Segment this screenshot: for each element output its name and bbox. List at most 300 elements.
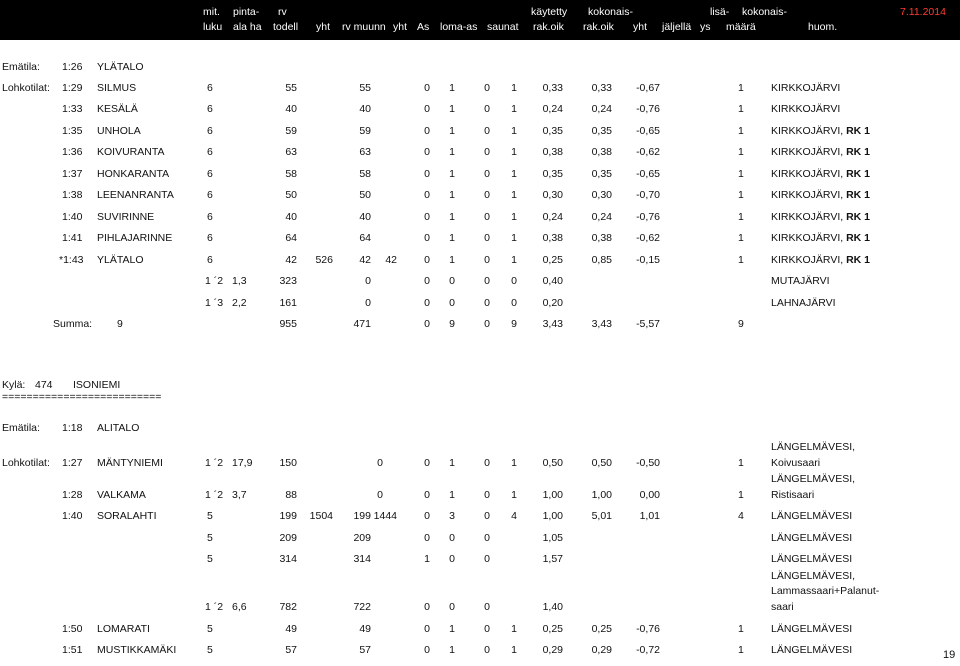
cell-text: 0,24	[591, 103, 612, 115]
cell-text: 0	[424, 254, 430, 266]
cell-text: 1	[449, 211, 455, 223]
cell-text: 1 ´2	[205, 275, 224, 287]
header-label-row2: luku	[203, 21, 223, 33]
table-cell	[738, 125, 744, 137]
table-cell	[424, 644, 430, 656]
table-cell	[484, 553, 490, 565]
cell-text: 0	[484, 189, 490, 201]
table-cell	[62, 623, 82, 635]
table-cell	[543, 532, 563, 544]
table-cell	[771, 585, 879, 597]
cell-text: 0,38	[591, 146, 612, 158]
cell-bold-text: RK 1	[846, 125, 871, 137]
table-cell	[771, 146, 870, 158]
table-cell	[636, 457, 660, 469]
cell-text: 314	[279, 553, 297, 565]
header-label-row2: ala ha	[233, 21, 262, 33]
table-cell	[449, 125, 455, 137]
table-cell	[232, 275, 247, 287]
table-cell	[35, 379, 53, 391]
table-cell	[359, 254, 371, 266]
header-label-row2: ys	[700, 21, 711, 33]
table-cell	[377, 457, 383, 469]
table-cell	[543, 457, 563, 469]
cell-text: 474	[35, 379, 53, 391]
table-cell	[449, 644, 455, 656]
table-cell	[636, 254, 660, 266]
cell-text: 0	[484, 601, 490, 613]
table-cell	[484, 275, 490, 287]
cell-text: 40	[285, 103, 297, 115]
cell-text: 0,24	[591, 211, 612, 223]
table-cell	[285, 103, 297, 115]
cell-text: 1 ´3	[205, 297, 224, 309]
cell-text: 3,7	[232, 489, 247, 501]
table-cell	[2, 82, 50, 94]
cell-text: 0,30	[591, 189, 612, 201]
table-cell	[484, 232, 490, 244]
table-cell	[511, 275, 517, 287]
table-cell	[771, 623, 852, 635]
table-cell	[771, 275, 830, 287]
table-cell	[62, 125, 82, 137]
cell-text: 1:40	[62, 510, 83, 522]
cell-text: 150	[279, 457, 297, 469]
table-cell	[359, 168, 371, 180]
table-cell	[636, 232, 660, 244]
cell-text: 0	[424, 457, 430, 469]
cell-text: 1,40	[542, 601, 563, 613]
table-cell	[365, 275, 371, 287]
cell-text: 1	[738, 189, 744, 201]
table-cell	[97, 254, 144, 266]
cell-bold-text: RK 1	[846, 211, 871, 223]
table-cell	[353, 318, 371, 330]
table-cell	[543, 297, 563, 309]
cell-text: 1	[511, 644, 517, 656]
table-cell	[511, 103, 517, 115]
cell-text: 1	[738, 146, 744, 158]
cell-text: 722	[353, 601, 371, 613]
cell-text: 1	[511, 189, 517, 201]
cell-text: 0	[424, 601, 430, 613]
cell-text: 0	[484, 510, 490, 522]
table-cell	[511, 82, 517, 94]
cell-text: 9	[511, 318, 517, 330]
cell-text: KOIVURANTA	[97, 146, 165, 158]
cell-text: 1	[449, 232, 455, 244]
cell-text: SUVIRINNE	[97, 211, 155, 223]
cell-text: 49	[359, 623, 371, 635]
table-cell	[484, 457, 490, 469]
cell-text: 1	[738, 103, 744, 115]
table-cell	[592, 232, 612, 244]
cell-text: 63	[359, 146, 371, 158]
table-cell	[279, 297, 297, 309]
cell-text: 6	[207, 254, 213, 266]
cell-text: 0	[424, 146, 430, 158]
cell-text: HONKARANTA	[97, 168, 170, 180]
table-cell	[62, 489, 82, 501]
table-cell	[449, 146, 455, 158]
header-label-row2: jäljellä	[662, 21, 692, 33]
header-label-row2: yht	[393, 21, 408, 33]
cell-text: 199	[353, 510, 371, 522]
table-cell	[543, 644, 563, 656]
cell-text: 1	[449, 82, 455, 94]
table-cell	[97, 644, 176, 656]
cell-text: SILMUS	[97, 82, 137, 94]
table-cell	[771, 644, 852, 656]
table-cell	[62, 232, 82, 244]
table-cell	[592, 623, 612, 635]
cell-text: 6	[207, 146, 213, 158]
table-cell	[484, 623, 490, 635]
table-cell	[62, 457, 82, 469]
table-cell	[359, 82, 371, 94]
cell-text: 0	[449, 601, 455, 613]
table-cell	[640, 510, 660, 522]
column-header-bar	[0, 0, 960, 40]
cell-text: 0,30	[542, 189, 563, 201]
table-cell	[738, 146, 744, 158]
cell-text: 0	[424, 125, 430, 137]
table-cell	[424, 103, 430, 115]
cell-text: 0	[424, 168, 430, 180]
table-cell	[511, 125, 517, 137]
cell-text: 0	[484, 232, 490, 244]
cell-text: 1:33	[62, 103, 83, 115]
table-cell	[62, 61, 82, 73]
table-cell	[511, 489, 517, 501]
table-cell	[771, 532, 852, 544]
table-cell	[484, 318, 490, 330]
cell-text: 955	[279, 318, 297, 330]
header-label-row2: rak.oik	[533, 21, 564, 33]
table-cell	[738, 168, 744, 180]
cell-text: ==========================	[2, 391, 162, 403]
table-cell	[279, 510, 297, 522]
header-label-row2: As	[417, 21, 430, 33]
cell-text: 6	[207, 168, 213, 180]
table-cell	[359, 644, 371, 656]
table-cell	[207, 146, 213, 158]
cell-text: 1 ´2	[205, 601, 224, 613]
cell-text: 57	[285, 644, 297, 656]
cell-text: 0,00	[639, 489, 660, 501]
table-cell	[285, 644, 297, 656]
table-cell	[353, 553, 371, 565]
cell-text: 1:27	[62, 457, 83, 469]
cell-text: 40	[285, 211, 297, 223]
table-cell	[511, 146, 517, 158]
cell-text: KIRKKOJÄRVI	[771, 82, 841, 94]
table-cell	[207, 232, 213, 244]
table-cell	[543, 254, 563, 266]
cell-text: LÄNGELMÄVESI	[771, 644, 853, 656]
cell-text: 0	[424, 532, 430, 544]
cell-text: 1,00	[542, 489, 563, 501]
cell-text: 1,01	[639, 510, 660, 522]
table-cell	[424, 457, 430, 469]
table-cell	[771, 82, 840, 94]
cell-text: LÄNGELMÄVESI,	[771, 570, 856, 582]
table-cell	[738, 82, 744, 94]
table-cell	[353, 601, 371, 613]
cell-text: saari	[771, 601, 794, 613]
table-cell	[97, 189, 174, 201]
table-cell	[2, 391, 161, 403]
table-cell	[592, 82, 612, 94]
table-cell	[97, 457, 163, 469]
table-cell	[449, 275, 455, 287]
table-cell	[385, 254, 397, 266]
cell-bold-text: RK 1	[846, 254, 871, 266]
table-cell	[484, 297, 490, 309]
cell-text: MÄNTYNIEMI	[97, 457, 163, 469]
table-cell	[449, 168, 455, 180]
table-cell	[207, 553, 213, 565]
cell-text: 1:41	[62, 232, 83, 244]
cell-text: 1	[738, 254, 744, 266]
table-cell	[636, 644, 660, 656]
table-cell	[636, 318, 660, 330]
page-number: 19	[943, 649, 956, 661]
cell-text: 17,9	[232, 457, 253, 469]
table-cell	[353, 532, 371, 544]
cell-text: 0	[424, 623, 430, 635]
cell-text: LAHNAJÄRVI	[771, 297, 836, 309]
cell-text: 50	[359, 189, 371, 201]
table-cell	[449, 510, 455, 522]
cell-text: 1	[449, 189, 455, 201]
table-cell	[592, 318, 612, 330]
cell-text: 0,50	[591, 457, 612, 469]
cell-text: 1:50	[62, 623, 83, 635]
table-cell	[543, 318, 563, 330]
table-cell	[232, 297, 247, 309]
table-cell	[592, 146, 612, 158]
header-label-row2: yht	[316, 21, 331, 33]
table-cell	[424, 125, 430, 137]
cell-text: 1:40	[62, 211, 83, 223]
cell-text: 5	[207, 623, 213, 635]
cell-text: 9	[117, 318, 123, 330]
cell-text: 0,20	[542, 297, 563, 309]
cell-text: 4	[511, 510, 517, 522]
cell-text: 0	[365, 297, 371, 309]
header-label-row2: saunat	[487, 21, 519, 33]
table-cell	[543, 82, 563, 94]
cell-text: Kylä:	[2, 379, 26, 391]
cell-text: 0	[484, 457, 490, 469]
table-cell	[592, 254, 612, 266]
table-cell	[543, 623, 563, 635]
cell-text: 323	[279, 275, 297, 287]
cell-text: 0,29	[542, 644, 563, 656]
cell-text: 6	[207, 232, 213, 244]
table-cell	[771, 489, 814, 501]
table-cell	[97, 146, 164, 158]
table-cell	[511, 297, 517, 309]
cell-text: KIRKKOJÄRVI,	[771, 125, 847, 137]
table-cell	[285, 82, 297, 94]
cell-text: 0	[424, 489, 430, 501]
cell-text: 1	[738, 82, 744, 94]
cell-text: 1:29	[62, 82, 83, 94]
cell-text: 1	[449, 254, 455, 266]
table-cell	[97, 623, 150, 635]
cell-text: 0,38	[542, 232, 563, 244]
cell-text: 0	[365, 275, 371, 287]
table-cell	[62, 422, 82, 434]
cell-text: 1	[449, 168, 455, 180]
table-cell	[207, 532, 213, 544]
table-cell	[359, 211, 371, 223]
cell-text: KIRKKOJÄRVI,	[771, 232, 847, 244]
table-cell	[592, 457, 612, 469]
table-cell	[424, 318, 430, 330]
cell-text: 1	[511, 82, 517, 94]
cell-text: 0	[377, 489, 383, 501]
table-cell	[771, 553, 852, 565]
cell-text: -0,65	[636, 125, 660, 137]
cell-text: YLÄTALO	[97, 61, 144, 73]
cell-text: 0,35	[542, 168, 563, 180]
cell-text: 0,35	[591, 168, 612, 180]
table-cell	[62, 103, 82, 115]
table-cell	[97, 510, 157, 522]
table-cell	[738, 623, 744, 635]
cell-text: 1	[449, 644, 455, 656]
table-cell	[484, 168, 490, 180]
cell-text: 9	[738, 318, 744, 330]
cell-text: 0	[424, 103, 430, 115]
cell-text: 0,38	[591, 232, 612, 244]
cell-text: 0,33	[591, 82, 612, 94]
table-cell	[365, 297, 371, 309]
cell-text: 1	[738, 168, 744, 180]
cell-text: 0	[377, 457, 383, 469]
cell-text: 1:28	[62, 489, 83, 501]
table-cell	[771, 211, 870, 223]
table-cell	[543, 232, 563, 244]
cell-text: 0,35	[591, 125, 612, 137]
table-cell	[97, 125, 141, 137]
cell-text: 1:35	[62, 125, 83, 137]
header-label-row1: pinta-	[233, 6, 260, 18]
cell-text: 5	[207, 532, 213, 544]
table-cell	[636, 82, 660, 94]
header-label-row2: yht	[633, 21, 648, 33]
cell-text: 1	[511, 125, 517, 137]
cell-text: YLÄTALO	[97, 254, 144, 266]
table-cell	[207, 189, 213, 201]
cell-text: 1:37	[62, 168, 83, 180]
cell-text: 1	[738, 644, 744, 656]
cell-bold-text: RK 1	[846, 146, 871, 158]
table-cell	[207, 623, 213, 635]
cell-text: -0,67	[636, 82, 660, 94]
table-cell	[424, 82, 430, 94]
table-cell	[359, 125, 371, 137]
table-cell	[424, 168, 430, 180]
cell-text: 57	[359, 644, 371, 656]
cell-text: 0	[484, 644, 490, 656]
table-cell	[285, 146, 297, 158]
table-cell	[285, 168, 297, 180]
cell-text: -5,57	[636, 318, 660, 330]
cell-text: 0	[449, 532, 455, 544]
table-cell	[636, 103, 660, 115]
table-cell	[285, 125, 297, 137]
cell-text: 1	[511, 168, 517, 180]
header-label-row1: kokonais-	[742, 6, 787, 18]
cell-text: LÄNGELMÄVESI,	[771, 473, 856, 485]
cell-text: 1	[511, 103, 517, 115]
table-cell	[449, 623, 455, 635]
cell-text: 50	[285, 189, 297, 201]
table-cell	[738, 489, 744, 501]
cell-text: 1	[738, 232, 744, 244]
cell-text: -0,15	[636, 254, 660, 266]
cell-text: 1	[511, 623, 517, 635]
table-cell	[484, 644, 490, 656]
cell-text: 0	[484, 125, 490, 137]
cell-text: Summa:	[53, 318, 93, 330]
table-cell	[310, 510, 333, 522]
cell-text: 209	[279, 532, 297, 544]
table-cell	[353, 510, 371, 522]
table-cell	[97, 168, 169, 180]
cell-text: 64	[285, 232, 297, 244]
cell-text: KIRKKOJÄRVI,	[771, 146, 847, 158]
table-cell	[205, 489, 223, 501]
table-cell	[636, 146, 660, 158]
cell-text: 1:18	[62, 422, 83, 434]
cell-bold-text: RK 1	[846, 168, 871, 180]
cell-text: 0,24	[542, 211, 563, 223]
header-label-row1: mit.	[203, 6, 220, 18]
table-cell	[543, 211, 563, 223]
table-cell	[374, 510, 397, 522]
cell-text: 55	[285, 82, 297, 94]
cell-text: Emätila:	[2, 422, 40, 434]
table-cell	[738, 232, 744, 244]
table-cell	[449, 211, 455, 223]
cell-text: 6,6	[232, 601, 247, 613]
table-cell	[207, 168, 213, 180]
cell-text: 1	[511, 489, 517, 501]
table-cell	[543, 489, 563, 501]
cell-text: KIRKKOJÄRVI,	[771, 168, 847, 180]
cell-text: 0	[449, 297, 455, 309]
table-cell	[771, 570, 855, 582]
table-cell	[636, 125, 660, 137]
header-label-row2: rv muunn	[342, 21, 386, 33]
cell-text: 0	[484, 146, 490, 158]
cell-text: 1:36	[62, 146, 83, 158]
cell-text: -0,65	[636, 168, 660, 180]
table-cell	[484, 489, 490, 501]
cell-text: 59	[359, 125, 371, 137]
cell-text: 0	[484, 103, 490, 115]
cell-text: 0,25	[542, 623, 563, 635]
table-cell	[771, 457, 820, 469]
table-cell	[771, 103, 840, 115]
cell-text: Lohkotilat:	[2, 457, 50, 469]
cell-text: 5	[207, 553, 213, 565]
